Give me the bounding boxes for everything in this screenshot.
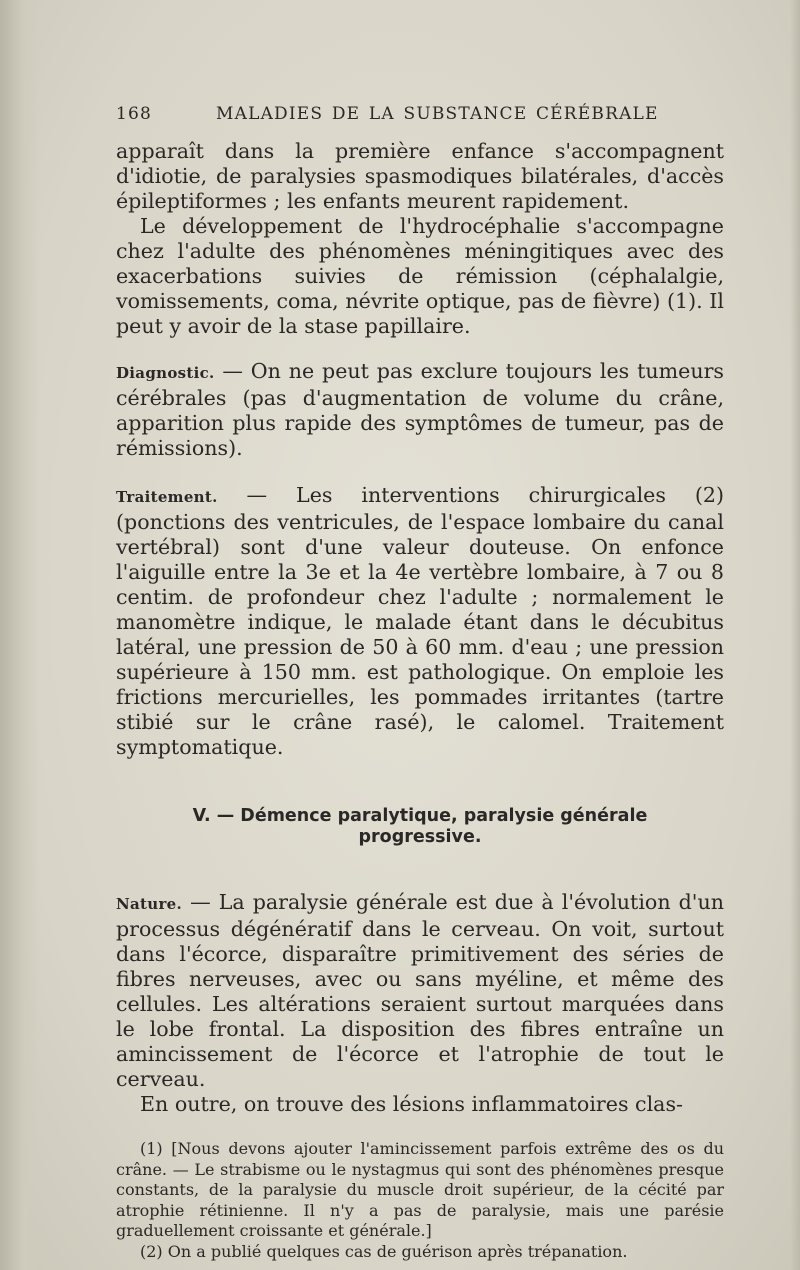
nature-text: — La paralysie générale est due à l'évolution d'un processus dégénératif dans le cerveau. On voit, surtout dans l'écorce, disparaître primitivement des séries de fibres nerveuses, avec ou sans myéline, et même des cellules. Les altérations seraient surtout marquées dans le lobe frontal. La disposition des fibres entraîne un amincissement de l'écorce et l'atrophie de tout le cerveau. <box>116 890 724 1091</box>
running-title: MALADIES DE LA SUBSTANCE CÉRÉBRALE <box>216 104 659 124</box>
paragraph-continuation: En outre, on trouve des lésions inflammatoires clas- <box>140 1092 683 1116</box>
page-spine-shadow <box>0 0 40 1270</box>
running-header <box>116 104 726 132</box>
section-heading <box>116 806 724 848</box>
diagnostic-text: — On ne peut pas exclure toujours les tumeurs cérébrales (pas d'augmentation de volume du crâne, apparition plus rapide des symptômes de tumeur, pas de rémissions). <box>116 359 724 460</box>
page-edge-shadow <box>790 0 800 1270</box>
paragraph-hydrocephalie-adulte: Le développement de l'hydrocéphalie s'accompagne chez l'adulte des phénomènes méningitiques avec des exacerbations suivies de rémission (céphalalgie, vomissements, coma, névrite optique, pas de fièvre) (1). Il peut y avoir de la stase papillaire. <box>116 214 724 338</box>
section-heading-line2: progressive. <box>358 827 482 847</box>
paragraph-traitement <box>116 483 724 760</box>
footnote-1: (1) [Nous devons ajouter l'amincissement parfois extrême des os du crâne. — Le strabisme ou le nystagmus qui sont des phénomènes presque constants, de la paralysie du muscle droit supérieur, de la cécité par atrophie rétinienne. Il n'y a pas de paralysie, mais une parésie graduellement croissante et générale.] <box>116 1139 724 1240</box>
paragraph-diagnostic <box>116 359 724 461</box>
paragraph-nature <box>116 890 724 1092</box>
footnote-2: (2) On a publié quelques cas de guérison après trépanation. <box>140 1241 628 1261</box>
section-heading-line1: V. — Démence paralytique, paralysie générale <box>192 806 648 826</box>
diagnostic-label: Diagnostic. <box>116 364 215 382</box>
traitement-label: Traitement. <box>116 488 218 506</box>
footnotes <box>116 1139 724 1262</box>
page-number: 168 <box>116 104 153 124</box>
traitement-text: — Les interventions chirurgicales (2) (ponctions des ventricules, de l'espace lombaire du canal vertébral) sont d'une valeur douteuse. On enfonce l'aiguille entre la 3e et la 4e vertèbre lombaire, à 7 ou 8 centim. de profondeur chez l'adulte ; normalement le manomètre indique, le malade étant dans le décubitus latéral, une pression de 50 à 60 mm. d'eau ; une pression supérieure à 150 mm. est pathologique. On emploie les frictions mercurielles, les pommades irritantes (tartre stibié sur le crâne rasé), le calomel. Traitement symptomatique. <box>116 483 724 759</box>
main-text <box>116 139 724 1262</box>
nature-label: Nature. <box>116 895 183 913</box>
paragraph-idiotie: apparaît dans la première enfance s'accompagnent d'idiotie, de paralysies spasmodiques bilatérales, d'accès épileptiformes ; les enfants meurent rapidement. <box>116 139 724 213</box>
